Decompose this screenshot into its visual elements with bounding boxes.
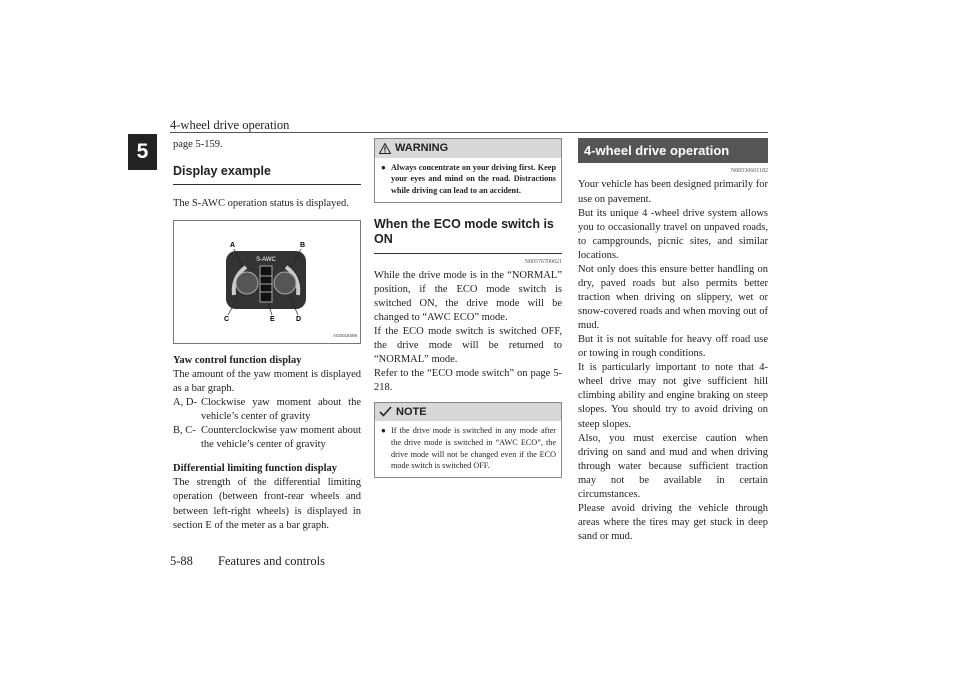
body-paragraph: Not only does this ensure better handling on dry, paved roads but also permits better traction when driving on slippery, wet or snow-covered roads and when moving out of mud. (578, 263, 768, 332)
yaw-control-text: The amount of the yaw moment is displayed as a bar graph. (173, 368, 361, 394)
bullet-icon: ● (381, 426, 386, 436)
note-header (375, 403, 561, 422)
eco-mode-heading: When the ECO mode switch is ON (374, 203, 562, 254)
body-paragraph: Please avoid driving the vehicle through areas where the tires may get stuck in deep sand or mud. (578, 502, 768, 542)
warning-box (374, 138, 562, 203)
page-footer (170, 554, 325, 569)
eco-para-1: While the drive mode is in the “NORMAL” position, if the ECO mode switch is switched ON, the drive mode will be changed to “AWC ECO” mode. (374, 269, 562, 324)
s-awc-display-figure (173, 220, 361, 344)
differential-limiting-text: The strength of the differential limiting operation (between front-rear wheels and between left-right wheels) is displayed in section E of the meter as a bar graph. (173, 477, 361, 531)
label-d: D (296, 315, 302, 323)
running-header-title: 4-wheel drive operation (170, 118, 290, 132)
chapter-tab: 5 (128, 134, 157, 170)
column-2 (374, 138, 562, 478)
warning-label: WARNING (395, 142, 449, 154)
label-b: B (300, 241, 306, 249)
warning-header (375, 139, 561, 158)
note-check-icon (379, 406, 392, 417)
gauge-right (274, 272, 296, 294)
figure-code: AG0018499 (332, 332, 357, 338)
body-paragraph: But it is not suitable for heavy off road use or towing in rough conditions. (578, 334, 768, 360)
section-code: N00530601182 (730, 168, 768, 175)
column-3 (578, 138, 768, 544)
differential-limiting-heading: Differential limiting function display (173, 463, 338, 475)
yaw-item-bc (173, 424, 361, 452)
warning-body (375, 158, 561, 202)
body-paragraph: Your vehicle has been designed primarily for use on pavement. (578, 179, 768, 205)
note-label: NOTE (396, 405, 427, 418)
gauge-left (236, 272, 258, 294)
display-example-intro: The S-AWC operation status is displayed. (173, 197, 349, 209)
yaw-item-key: B, C- (173, 425, 196, 437)
warning-triangle-icon (379, 143, 391, 154)
note-bullet (381, 425, 556, 472)
bullet-icon: ● (381, 162, 386, 172)
eco-para-3: Refer to the “ECO mode switch” on page 5-218. (374, 368, 562, 394)
continued-reference: page 5-159. (173, 139, 223, 150)
yaw-item-key: A, D- (173, 397, 197, 409)
section-code: N00576700021 (524, 258, 562, 265)
body-paragraph: Also, you must exercise caution when driving on sand and mud and when driving through water because sufficient traction may not be available in certain circumstances. (578, 432, 768, 500)
warning-text: Always concentrate on your driving first. Keep your eyes and mind on the road. Distractions while driving can lead to an accident. (391, 162, 556, 196)
s-awc-meter-illustration (174, 221, 360, 341)
label-a: A (230, 241, 236, 249)
header-rule (170, 132, 768, 133)
yaw-item-ad (173, 396, 361, 424)
note-text: If the drive mode is switched in any mode after the drive mode is switched in “AWC ECO”, the drive mode will not be changed even if the ECO mode switch is switched OFF. (391, 426, 556, 471)
yaw-item-text: Counterclockwise yaw moment about the vehicle’s center of gravity (201, 425, 361, 451)
note-box (374, 402, 562, 478)
label-c: C (224, 315, 230, 323)
yaw-control-heading: Yaw control function display (173, 354, 302, 366)
note-body (375, 421, 561, 477)
warning-bullet (381, 162, 556, 197)
body-paragraph: It is particularly important to note that 4-wheel drive may not give sufficient hill climbing ability and engine braking on steep slopes. You should try to avoid driving on steep slopes. (578, 362, 768, 430)
four-wheel-drive-heading: 4-wheel drive operation (578, 138, 768, 163)
label-e: E (270, 315, 275, 323)
page-number: 5-88 (170, 554, 193, 568)
yaw-item-text: Clockwise yaw moment about the vehicle’s center of gravity (201, 397, 361, 423)
eco-para-2: If the ECO mode switch is switched OFF, the drive mode will be returned to “NORMAL” mode. (374, 326, 562, 366)
display-example-heading: Display example (173, 163, 361, 185)
footer-chapter: Features and controls (218, 554, 325, 568)
meter-title: S-AWC (256, 256, 276, 263)
body-paragraph: But its unique 4 -wheel drive system allows you to occasionally travel on unpaved roads, to campgrounds, picnic sites, and similar locations. (578, 207, 768, 261)
column-1 (173, 138, 361, 533)
